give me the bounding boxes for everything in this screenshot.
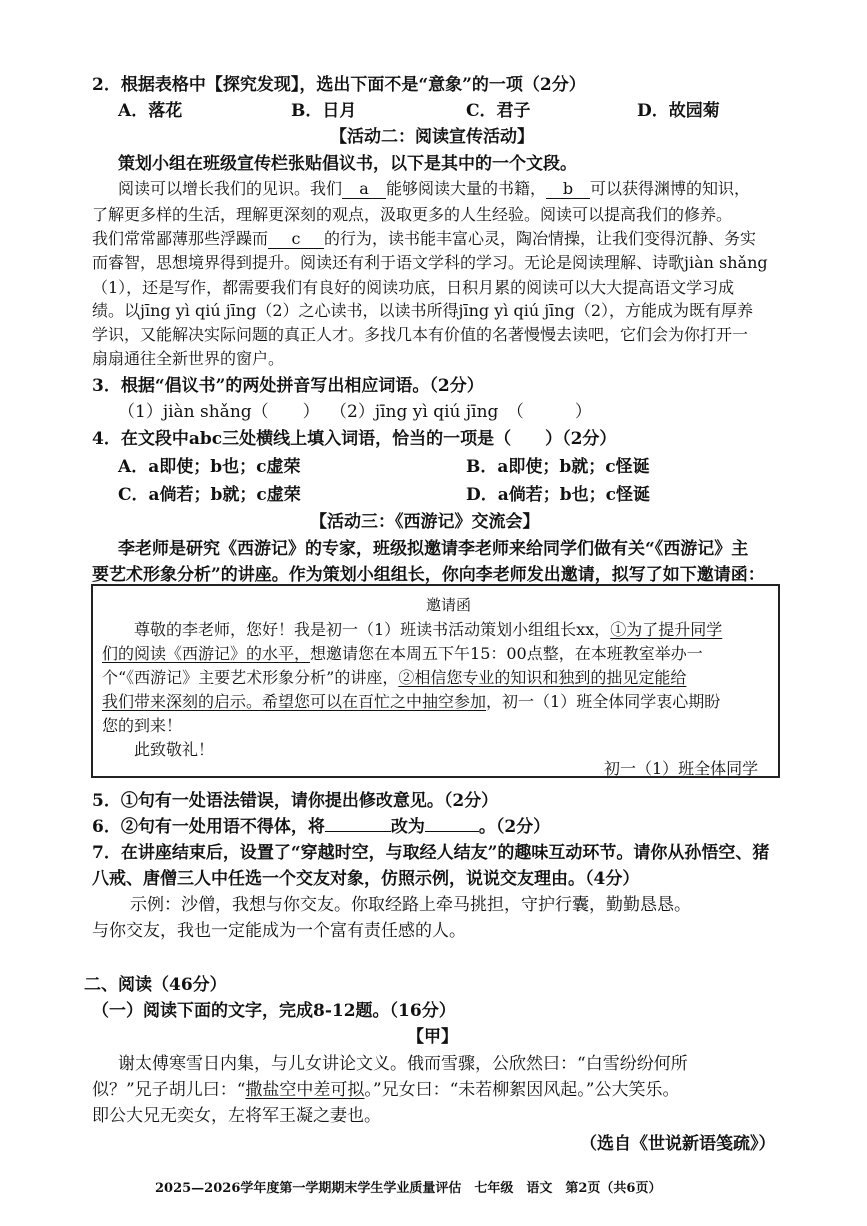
q2-stem: 2．根据表格中【探究发现】，选出下面不是“意象”的一项（2分） xyxy=(92,75,586,95)
sentence-1-part: 们的阅读《西游记》的水平， xyxy=(102,644,311,663)
passage-line-3: 我们常常鄙薄那些浮躁而 c 的行为，读书能丰富心灵，陶冶情操，让我们变得沉静、务实 xyxy=(92,229,757,248)
q2-option-c: C．君子 xyxy=(466,101,531,121)
letter-title: 邀请函 xyxy=(426,596,472,614)
q3-item-2: （2）jīng yì qiú jīng （ ） xyxy=(330,402,592,422)
q4-option-c: C．a倘若；b就；c虚荣 xyxy=(118,485,301,505)
sentence-2-part: 我们带来深刻的启示。希望您可以在百忙之中抽空参加 xyxy=(102,692,487,711)
q6-blank-2[interactable] xyxy=(425,831,479,832)
letter-line-2: 们的阅读《西游记》的水平，想邀请您在本周五下午15：00点整，在本班教室举办一 xyxy=(102,644,703,663)
activity2-title: 【活动二：阅读宣传活动】 xyxy=(330,127,534,147)
page-footer: 2025—2026学年度第一学期期末学生学业质量评估 七年级 语文 第2页（共6页） xyxy=(155,1181,662,1196)
q7-line-2: 八戒、唐僧三人中任选一个交友对象，仿照示例，说说交友理由。（4分） xyxy=(92,869,640,889)
q4-stem: 4．在文段中abc三处横线上填入词语，恰当的一项是（ ）（2分） xyxy=(92,429,617,449)
passage-line-8: 扇扇通往全新世界的窗户。 xyxy=(92,349,285,368)
blank-b: b xyxy=(546,180,590,199)
passage-line-1: 阅读可以增长我们的见识。我们 a 能够阅读大量的书籍， b 可以获得渊博的知识， xyxy=(118,179,751,198)
letter-line-5: 您的到来！ xyxy=(102,716,183,735)
q3-item-1: （1）jiàn shǎng（ ） xyxy=(118,402,320,422)
activity3-intro-1: 李老师是研究《西游记》的专家，班级拟邀请李老师来给同学们做有关“《西游记》主 xyxy=(118,539,749,559)
activity3-title: 【活动三：《西游记》交流会】 xyxy=(310,512,540,532)
passage-line-2: 了解更多样的生活，理解更深刻的观点，汲取更多的人生经验。阅读可以提高我们的修养。 xyxy=(92,205,733,224)
letter-closing: 此致敬礼！ xyxy=(134,740,215,759)
activity2-intro: 策划小组在班级宣传栏张贴倡议书，以下是其中的一个文段。 xyxy=(118,154,577,174)
underlined-sentence: 撒盐空中差可拟 xyxy=(245,1080,365,1100)
letter-line-3: 个“《西游记》主要艺术形象分析”的讲座，②相信您专业的知识和独到的拙见定能给 xyxy=(102,668,687,687)
q7-line-1: 7．在讲座结束后，设置了“穿越时空，与取经人结友”的趣味互动环节。请你从孙悟空、猪 xyxy=(92,843,770,863)
q7-example-line-2: 与你交友，我也一定能成为一个富有责任感的人。 xyxy=(92,921,466,941)
q2-option-b: B．日月 xyxy=(291,101,357,121)
q2-option-d: D．故园菊 xyxy=(637,101,720,121)
classical-text-line-2: 似？”兄子胡儿曰：“撒盐空中差可拟。”兄女曰：“未若柳絮因风起。”公大笑乐。 xyxy=(92,1080,680,1100)
q2-option-a: A．落花 xyxy=(118,101,183,121)
q6-stem: 6．②句有一处用语不得体，将 改为 。（2分） xyxy=(92,817,551,837)
classical-text-line-3: 即公大兄无奕女，左将军王凝之妻也。 xyxy=(92,1106,381,1126)
q4-option-d: D．a倘若；b也；c怪诞 xyxy=(466,485,650,505)
q5-stem: 5．①句有一处语法错误，请你提出修改意见。（2分） xyxy=(92,791,499,811)
passage-line-5: （1），还是写作，都需要我们有良好的阅读功底，日积月累的阅读可以大大提高语文学习成 xyxy=(92,278,735,297)
letter-signature: 初一（1）班全体同学 xyxy=(604,759,759,778)
q4-option-b: B．a即使；b就；c怪诞 xyxy=(466,457,650,477)
activity3-intro-2: 要艺术形象分析”的讲座。作为策划小组组长，你向李老师发出邀请，拟写了如下邀请函： xyxy=(92,565,765,585)
q3-stem: 3．根据“倡议书”的两处拼音写出相应词语。（2分） xyxy=(92,376,484,396)
letter-line-4: 我们带来深刻的启示。希望您可以在百忙之中抽空参加，初一（1）班全体同学衷心期盼 xyxy=(102,692,721,711)
letter-line-1: 尊敬的李老师，您好！我是初一（1）班读书活动策划小组组长xx，①为了提升同学 xyxy=(134,620,723,639)
section-2-title: 二、阅读（46分） xyxy=(84,975,227,995)
passage-line-6: 绩。以jīng yì qiú jīng（2）之心读书，以读书所得jīng yì qiú jīng（2），方能成为既有厚养 xyxy=(92,301,754,320)
classical-text-line-1: 谢太傅寒雪日内集，与儿女讲论文义。俄而雪骤，公欣然曰：“白雪纷纷何所 xyxy=(118,1054,688,1074)
blank-a: a xyxy=(342,180,386,199)
passage-line-4: 而睿智，思想境界得到提升。阅读还有利于语文学科的学习。无论是阅读理解、诗歌jiàn shǎng xyxy=(92,253,768,272)
q7-example-line-1: 示例：沙僧，我想与你交友。你取经路上牵马挑担，守护行囊，勤勤恳恳。 xyxy=(130,895,691,915)
passage-line-7: 学识，又能解决实际问题的真正人才。多找几本有价值的名著慢慢去读吧，它们会为你打开一 xyxy=(92,325,749,344)
passage-jia-label: 【甲】 xyxy=(407,1027,458,1047)
sentence-1-part: ①为了提升同学 xyxy=(610,620,723,639)
blank-c: c xyxy=(268,230,324,249)
q4-option-a: A．a即使；b也；c虚荣 xyxy=(118,457,301,477)
source-note: （选自《世说新语笺疏》） xyxy=(580,1134,776,1154)
sentence-2-part: ②相信您专业的知识和独到的拙见定能给 xyxy=(398,668,687,687)
section-2-subtitle: （一）阅读下面的文字，完成8-12题。（16分） xyxy=(92,1001,456,1021)
q6-blank-1[interactable] xyxy=(325,831,391,832)
